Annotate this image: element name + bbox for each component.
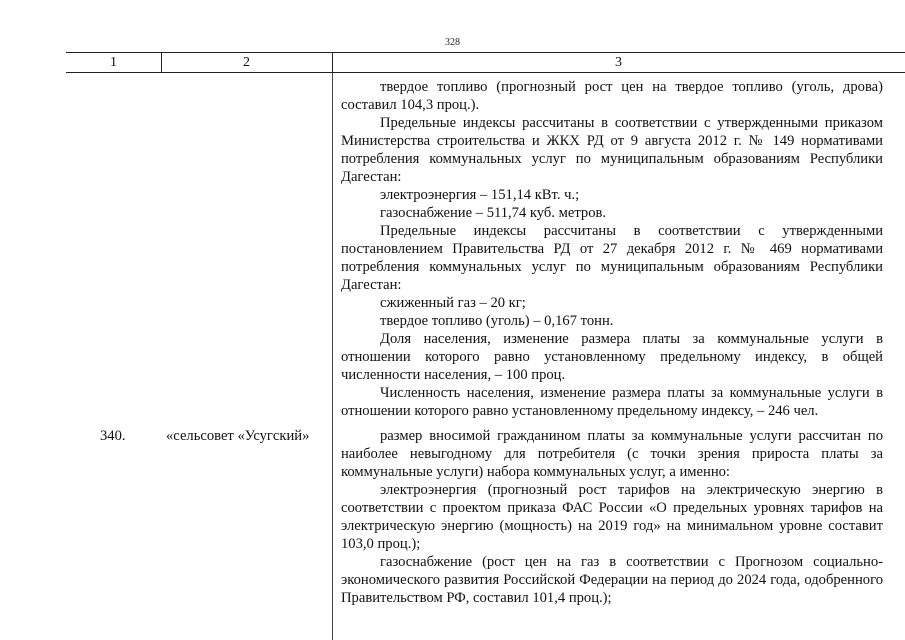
paragraph: Численность населения, изменение размера платы за коммунальные услуги в отношении которого равно установленному предельному индексу, – 246 чел. <box>341 385 883 419</box>
paragraph: Предельные индексы рассчитаны в соответствии с утвержденными постановлением Правительства РД от 27 декабря 2012 г. № 469 нормативами потребления коммунальных услуг по муниципальным образованиям Республики Дагестан: <box>341 223 883 293</box>
list-item: газоснабжение – 511,74 куб. метров. <box>380 205 607 221</box>
paragraph: электроэнергия (прогнозный рост тарифов на электрическую энергию в соответствии с проектом приказа ФАС России «О предельных уровнях тарифов на электрическую энергию (мощность) на 2019 год» на минимальном уровне составит 103,0 проц.); <box>341 482 883 552</box>
column-header-1: 1 <box>66 53 162 72</box>
continued-text-block <box>341 78 883 420</box>
column-header-2: 2 <box>161 53 333 72</box>
paragraph: газоснабжение (рост цен на газ в соответствии с Прогнозом социально-экономического развития Российской Федерации на период до 2024 года, одобренного Правительством РФ, составил 101,4 проц.); <box>341 554 883 606</box>
table-header <box>66 52 905 73</box>
row-340-text-block <box>341 427 883 607</box>
paragraph: размер вносимой гражданином платы за коммунальные услуги рассчитан по наиболее невыгодному для потребителя (с точки зрения прироста платы за коммунальные услуги) набора коммунальных услуг, а именно: <box>341 428 883 480</box>
page-number: 328 <box>445 37 460 48</box>
list-item: электроэнергия – 151,14 кВт. ч.; <box>380 187 580 203</box>
paragraph: твердое топливо (прогнозный рост цен на твердое топливо (уголь, дрова) составил 104,3 проц.). <box>341 79 883 113</box>
row-number: 340. <box>100 428 126 444</box>
paragraph: Предельные индексы рассчитаны в соответствии с утвержденными приказом Министерства строительства и ЖКХ РД от 9 августа 2012 г. № 149 нормативами потребления коммунальных услуг по муниципальным образованиям Республики Дагестан: <box>341 115 883 185</box>
list-item: сжиженный газ – 20 кг; <box>380 295 526 311</box>
municipality-name: «сельсовет «Усугский» <box>166 428 310 444</box>
column-divider <box>332 73 333 640</box>
list-item: твердое топливо (уголь) – 0,167 тонн. <box>380 313 614 329</box>
column-header-3: 3 <box>615 54 622 70</box>
paragraph: Доля населения, изменение размера платы за коммунальные услуги в отношении которого равно установленному предельному индексу, в общей численности населения, – 100 проц. <box>341 331 883 383</box>
